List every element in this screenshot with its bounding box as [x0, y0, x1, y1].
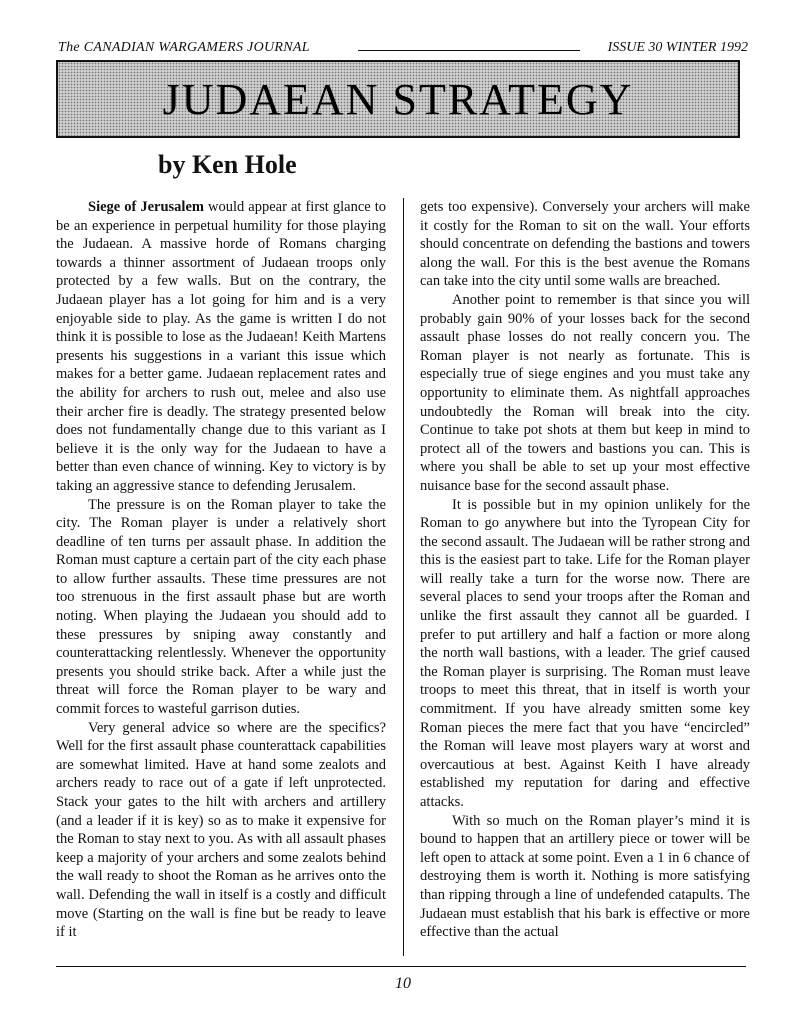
column-divider	[403, 198, 404, 956]
header-rule	[358, 50, 580, 51]
paragraph-text: would appear at first glance to be an experience in perpetual humility for those playing the Judaean. A massive horde of Romans charging towards a thinner assortment of Judaean troops only protected by a few walls. But on the contrary, the Judaean player has a lot going for him and is a very enjoyable side to play. As the game is written I do not think it is possible to lose as the Judaean! Keith Martens presents his suggestions in a variant this issue which makes for a better game. Judaean replacement rates and the ability for archers to rush out, melee and also use their archer fire is deadly. The strategy presented below does not fundamentally change due to this variant as I believe it is the only way for the Judaean to have a better than even chance of winning. Key to victory is by taking an aggressive stance to defending Jerusalem.	[56, 199, 386, 494]
title-banner	[56, 60, 740, 138]
page-number: 10	[395, 975, 411, 992]
article-title: JUDAEAN STRATEGY	[162, 75, 634, 124]
byline: by Ken Hole	[158, 150, 297, 179]
paragraph: gets too expensive). Conversely your archers will make it costly for the Roman to sit on the wall. Your efforts should concentrate on defending the bastions and towers along the wall. For this is the best avenue the Romans can take into the city until some walls are breached.	[420, 199, 750, 290]
paragraph: The pressure is on the Roman player to take the city. The Roman player is under a relatively short deadline of ten turns per assault phase. In addition the Roman must capture a certain part of the city each phase to allow further assaults. These time pressures are not too strenuous in the first assault phase but are worth noting. When playing the Judaean you should add to these pressures by sniping away constantly and counterattacking relentlessly. Whenever the opportunity presents you should strike back. After a while just the threat will force the Roman player to be wary and commit forces to wasteful garrison duties.	[56, 496, 386, 718]
paragraph: Very general advice so where are the specifics? Well for the first assault phase counterattack capabilities are somewhat limited. Have at hand some zealots and archers ready to race out of a gate if left unprotected. Stack your gates to the hilt with archers and artillery (and a leader if it is key) so as to make it expensive for the Roman to stay next to you. As with all assault phases keep a majority of your archers and some zealots behind the wall ready to shoot the Roman as he arrives onto the wall. Defending the wall in itself is a costly and difficult move (Starting on the wall is fine but be ready to leave if it	[56, 719, 386, 941]
issue-label: ISSUE 30 WINTER 1992	[607, 40, 748, 55]
paragraph	[56, 198, 386, 496]
paragraph: It is possible but in my opinion unlikely for the Roman to go anywhere but into the Tyropean City for the second assault. The Judaean will be rather strong and this is the easiest part to take. Life for the Roman player will really take a turn for the worse now. There are several places to send your troops after the Roman and unlike the first assault they cannot all be guarded. I prefer to put artillery and half a faction or more along the north wall bastions, with a leader. The grief caused the Roman player is surprising. The Roman must leave troops to meet this threat, that in itself is worth your commitment. If you have already smitten some key Roman pieces the mere fact that you have “encircled” the Roman will leave most players wary at worst and overcautious at best. Against Keith I have already established my reputation for daring and effective attacks.	[420, 496, 750, 810]
right-column	[420, 198, 750, 942]
footer-rule	[56, 966, 746, 967]
journal-name: The CANADIAN WARGAMERS JOURNAL	[58, 40, 310, 55]
paragraph: With so much on the Roman player’s mind it is bound to happen that an artillery piece or tower will be left open to attack at some point. Even a 1 in 6 chance of destroying them is worth it. Nothing is more satisfying than ripping through a line of undefended catapults. The Judaean must establish that his bark is effective or more effective than the actual	[420, 812, 750, 941]
left-column	[56, 198, 386, 942]
lead-in: Siege of Jerusalem	[88, 199, 204, 215]
running-header	[58, 38, 748, 60]
paragraph: Another point to remember is that since you will probably gain 90% of your losses back for the second assault phase losses do not really concern you. The Roman player is not nearly as fortunate. This is especially true of siege engines and you must take any opportunity to eliminate them. As nightfall approaches undoubtedly the Roman will break into the city. Continue to take pot shots at them but keep in mind to protect all of the towers and bastions you can. This is where you shall be able to set up your most effective nuisance base for the second assault phase.	[420, 291, 750, 494]
